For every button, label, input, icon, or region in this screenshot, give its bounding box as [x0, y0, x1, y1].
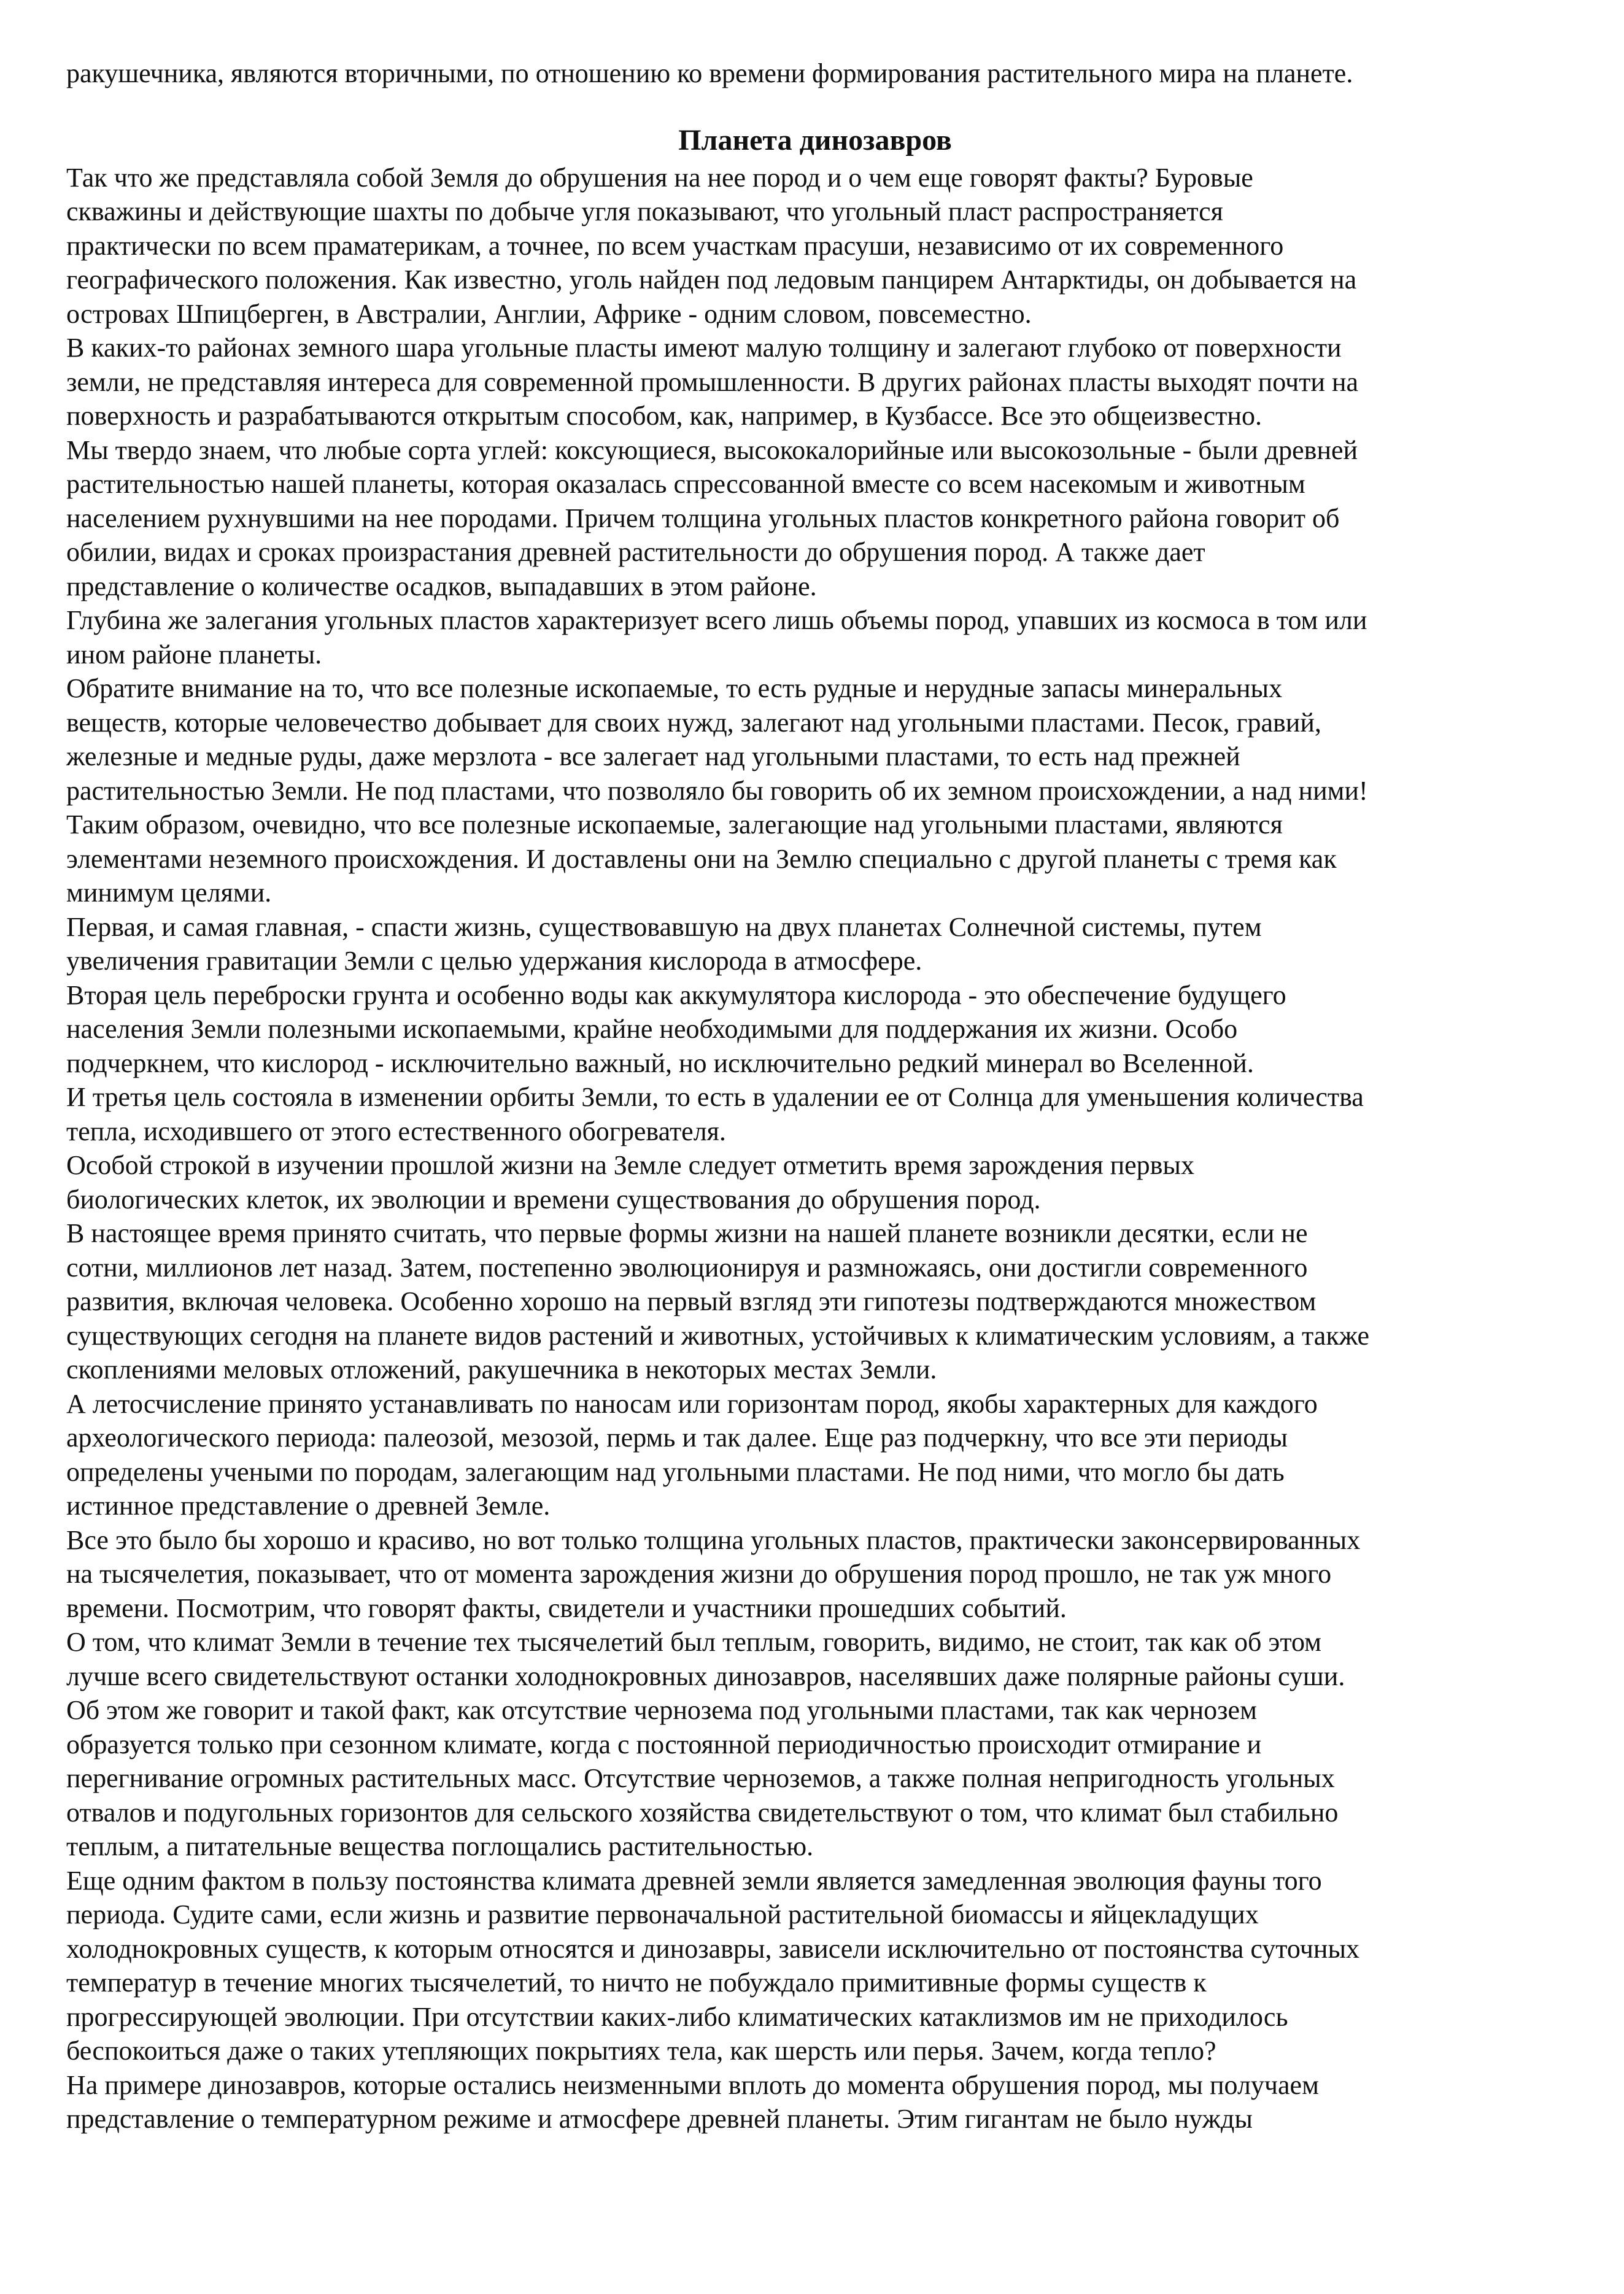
- text-line: Вторая цель переброски грунта и особенно воды как аккумулятора кислорода - это обеспечение будущего: [66, 979, 1286, 1010]
- text-line: островах Шпицберген, в Австралии, Англии, Африке - одним словом, повсеместно.: [66, 298, 1032, 329]
- text-line: В настоящее время принято считать, что первые формы жизни на нашей планете возникли десятки, если не: [66, 1218, 1308, 1248]
- text-line: растительностью Земли. Не под пластами, что позволяло бы говорить об их земном происхождении, а над ними!: [66, 775, 1368, 806]
- text-line: обилии, видах и сроках произрастания древней растительности до обрушения пород. А также дает: [66, 537, 1205, 567]
- text-line: периода. Судите сами, если жизнь и развитие первоначальной растительной биомассы и яйцекладущих: [66, 1899, 1259, 1929]
- text-line: Об этом же говорит и такой факт, как отсутствие чернозема под угольными пластами, так как чернозем: [66, 1695, 1257, 1725]
- text-line: Так что же представляла собой Земля до обрушения на нее пород и о чем еще говорят факты? Буровые: [66, 162, 1253, 193]
- text-line: теплым, а питательные вещества поглощались растительностью.: [66, 1831, 814, 1861]
- text-line: определены учеными по породам, залегающим над угольными пластами. Не под ними, что могло бы дать: [66, 1456, 1285, 1487]
- document-page: [66, 56, 1564, 2136]
- text-line: скоплениями меловых отложений, ракушечника в некоторых местах Земли.: [66, 1354, 937, 1385]
- section-title: Планета динозавров: [678, 123, 952, 156]
- text-line: железные и медные руды, даже мерзлота - все залегает над угольными пластами, то есть над прежней: [66, 741, 1240, 771]
- text-line: Особой строкой в изучении прошлой жизни на Земле следует отметить время зарождения первых: [66, 1150, 1194, 1180]
- text-line: географического положения. Как известно, уголь найден под ледовым панцирем Антарктиды, он добывается на: [66, 265, 1357, 295]
- text-line: прогрессирующей эволюции. При отсутствии каких-либо климатических катаклизмов им не приходилось: [66, 2001, 1288, 2032]
- text-line: веществ, которые человечество добывает для своих нужд, залегают над угольными пластами. Песок, гравий,: [66, 707, 1321, 738]
- text-line: представление о температурном режиме и атмосфере древней планеты. Этим гигантам не было нужды: [66, 2104, 1253, 2134]
- text-line: сотни, миллионов лет назад. Затем, постепенно эволюционируя и размножаясь, они достигли современного: [66, 1252, 1308, 1283]
- text-line: подчеркнем, что кислород - исключительно важный, но исключительно редкий минерал во Вселенной.: [66, 1048, 1254, 1078]
- text-line: перегнивание огромных растительных масс. Отсутствие черноземов, а также полная непригодность угольных: [66, 1763, 1335, 1793]
- text-line: существующих сегодня на планете видов растений и животных, устойчивых к климатическим условиям, а также: [66, 1320, 1370, 1351]
- text-line: тепла, исходившего от этого естественного обогревателя.: [66, 1116, 726, 1146]
- text-line: археологического периода: палеозой, мезозой, пермь и так далее. Еще раз подчеркну, что все эти периоды: [66, 1423, 1288, 1453]
- text-line: Еще одним фактом в пользу постоянства климата древней земли является замедленная эволюция фауны того: [66, 1865, 1322, 1896]
- text-line: истинное представление о древней Земле.: [66, 1491, 551, 1521]
- text-line: минимум целями.: [66, 878, 272, 908]
- text-line: Глубина же залегания угольных пластов характеризует всего лишь объемы пород, упавших из космоса в том или: [66, 605, 1367, 635]
- text-line: ракушечника, являются вторичными, по отношению ко времени формирования растительного мира на планете.: [66, 58, 1353, 88]
- text-line: О том, что климат Земли в течение тех тысячелетий был теплым, говорить, видимо, не стоит, так как об этом: [66, 1627, 1321, 1657]
- text-line: населением рухнувшими на нее породами. Причем толщина угольных пластов конкретного района говорит об: [66, 503, 1340, 533]
- text-line: ином районе планеты.: [66, 639, 322, 670]
- text-line: биологических клеток, их эволюции и времени существования до обрушения пород.: [66, 1184, 1041, 1215]
- text-line: беспокоиться даже о таких утепляющих покрытиях тела, как шерсть или перья. Зачем, когда тепло?: [66, 2036, 1216, 2066]
- text-line: поверхность и разрабатываются открытым способом, как, например, в Кузбассе. Все это общеизвестно.: [66, 401, 1262, 431]
- text-line: скважины и действующие шахты по добыче угля показывают, что угольный пласт распространяется: [66, 196, 1223, 226]
- text-line: времени. Посмотрим, что говорят факты, свидетели и участники прошедших событий.: [66, 1593, 1067, 1623]
- intro-fragment: [66, 56, 1564, 91]
- text-line: на тысячелетия, показывает, что от момента зарождения жизни до обрушения пород прошло, не так уж много: [66, 1559, 1332, 1589]
- text-line: увеличения гравитации Земли с целью удержания кислорода в атмосфере.: [66, 946, 922, 976]
- text-line: лучше всего свидетельствуют останки холоднокровных динозавров, населявших даже полярные районы суши.: [66, 1661, 1345, 1691]
- text-line: Обратите внимание на то, что все полезные ископаемые, то есть рудные и нерудные запасы минеральных: [66, 673, 1283, 703]
- text-line: И третья цель состояла в изменении орбиты Земли, то есть в удалении ее от Солнца для уменьшения количества: [66, 1082, 1364, 1112]
- text-line: представление о количестве осадков, выпадавших в этом районе.: [66, 571, 817, 601]
- text-line: холоднокровных существ, к которым относятся и динозавры, зависели исключительно от постоянства суточных: [66, 1933, 1360, 1964]
- text-line: Таким образом, очевидно, что все полезные ископаемые, залегающие над угольными пластами, являются: [66, 809, 1283, 840]
- text-line: населения Земли полезными ископаемыми, крайне необходимыми для поддержания их жизни. Особо: [66, 1014, 1238, 1044]
- text-line: растительностью нашей планеты, которая оказалась спрессованной вместе со всем насекомым и животным: [66, 469, 1305, 499]
- text-line: отвалов и подугольных горизонтов для сельского хозяйства свидетельствуют о том, что климат был стабильно: [66, 1797, 1339, 1828]
- body-text: [66, 161, 1564, 2136]
- text-line: На примере динозавров, которые остались неизменными вплоть до момента обрушения пород, мы получаем: [66, 2069, 1319, 2100]
- text-line: Мы твердо знаем, что любые сорта углей: коксующиеся, высококалорийные или высокозольные - были древней: [66, 434, 1358, 465]
- text-line: земли, не представляя интереса для современной промышленности. В других районах пласты выходят почти на: [66, 366, 1359, 397]
- text-line: образуется только при сезонном климате, когда с постоянной периодичностью происходит отмирание и: [66, 1729, 1262, 1759]
- text-line: Первая, и самая главная, - спасти жизнь, существовавшую на двух планетах Солнечной системы, путем: [66, 911, 1262, 942]
- text-line: А летосчисление принято устанавливать по наносам или горизонтам пород, якобы характерных для каждого: [66, 1388, 1318, 1419]
- text-line: В каких-то районах земного шара угольные пласты имеют малую толщину и залегают глубоко от поверхности: [66, 333, 1342, 363]
- text-line: Все это было бы хорошо и красиво, но вот только толщина угольных пластов, практически законсервированных: [66, 1524, 1361, 1555]
- text-line: развития, включая человека. Особенно хорошо на первый взгляд эти гипотезы подтверждаются множеством: [66, 1286, 1317, 1316]
- text-line: элементами неземного происхождения. И доставлены они на Землю специально с другой планеты с тремя как: [66, 843, 1337, 874]
- text-line: температур в течение многих тысячелетий, то ничто не побуждало примитивные формы существ к: [66, 1968, 1207, 1998]
- text-line: практически по всем праматерикам, а точнее, по всем участкам прасуши, независимо от их современного: [66, 230, 1284, 261]
